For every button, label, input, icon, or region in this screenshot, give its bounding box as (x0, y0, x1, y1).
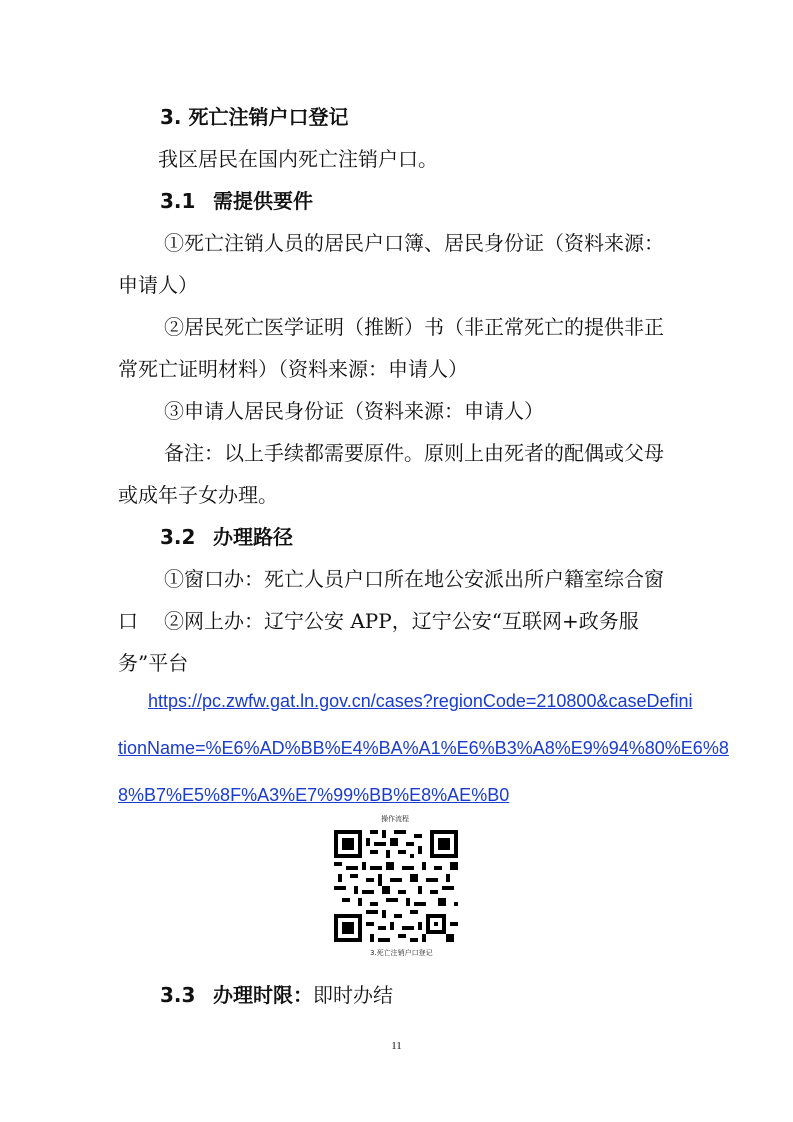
link-line-1[interactable]: https://pc.zwfw.gat.ln.gov.cn/cases?regionCode=210800&caseDefini (148, 691, 693, 711)
heading-3-2-title: 办理路径 (212, 525, 293, 549)
service-link-anchor[interactable] (118, 678, 729, 819)
heading-3-3-number: 3.3 (160, 983, 196, 1007)
page-number: 11 (391, 1040, 402, 1052)
heading-3-1-number: 3.1 (160, 189, 196, 213)
qr-caption-bottom: 3.死亡注销户口登记 (370, 949, 433, 957)
service-link[interactable] (118, 678, 729, 819)
heading-3-3-title: 办理时限： (212, 983, 313, 1007)
path-2: ②网上办：辽宁公安 APP，辽宁公安“互联网+政务服务”平台 (118, 609, 639, 675)
qr-caption-top: 操作流程 (381, 815, 409, 823)
heading-3: 3. 死亡注销户口登记 (160, 105, 349, 129)
heading-3-1 (160, 180, 313, 222)
link-line-2[interactable]: tionName=%E6%AD%BB%E4%BA%A1%E6%B3%A8%E9%94%80%E6%8 (118, 738, 729, 758)
note-paragraph: 备注：以上手续都需要原件。原则上由死者的配偶或父母或成年子女办理。 (118, 441, 664, 507)
heading-3-2 (160, 516, 293, 558)
heading-3-1-title: 需提供要件 (212, 189, 313, 213)
requirement-1: ①死亡注销人员的居民户口簿、居民身份证（资料来源：申请人） (118, 231, 664, 297)
path-1: ①窗口办：死亡人员户口所在地公安派出所户籍室综合窗口 (118, 567, 664, 633)
heading-3-3 (160, 974, 393, 1016)
qr-code[interactable] (330, 826, 462, 946)
heading-3-2-number: 3.2 (160, 525, 196, 549)
requirement-3: ③申请人居民身份证（资料来源：申请人） (164, 399, 544, 423)
heading-3-3-value: 即时办结 (312, 983, 393, 1007)
requirement-2: ②居民死亡医学证明（推断）书（非正常死亡的提供非正常死亡证明材料）（资料来源：申请人） (118, 315, 664, 381)
section-3-intro: 我区居民在国内死亡注销户口。 (158, 147, 438, 171)
link-line-3[interactable]: 8%B7%E5%8F%A3%E7%99%BB%E8%AE%B0 (118, 785, 510, 805)
